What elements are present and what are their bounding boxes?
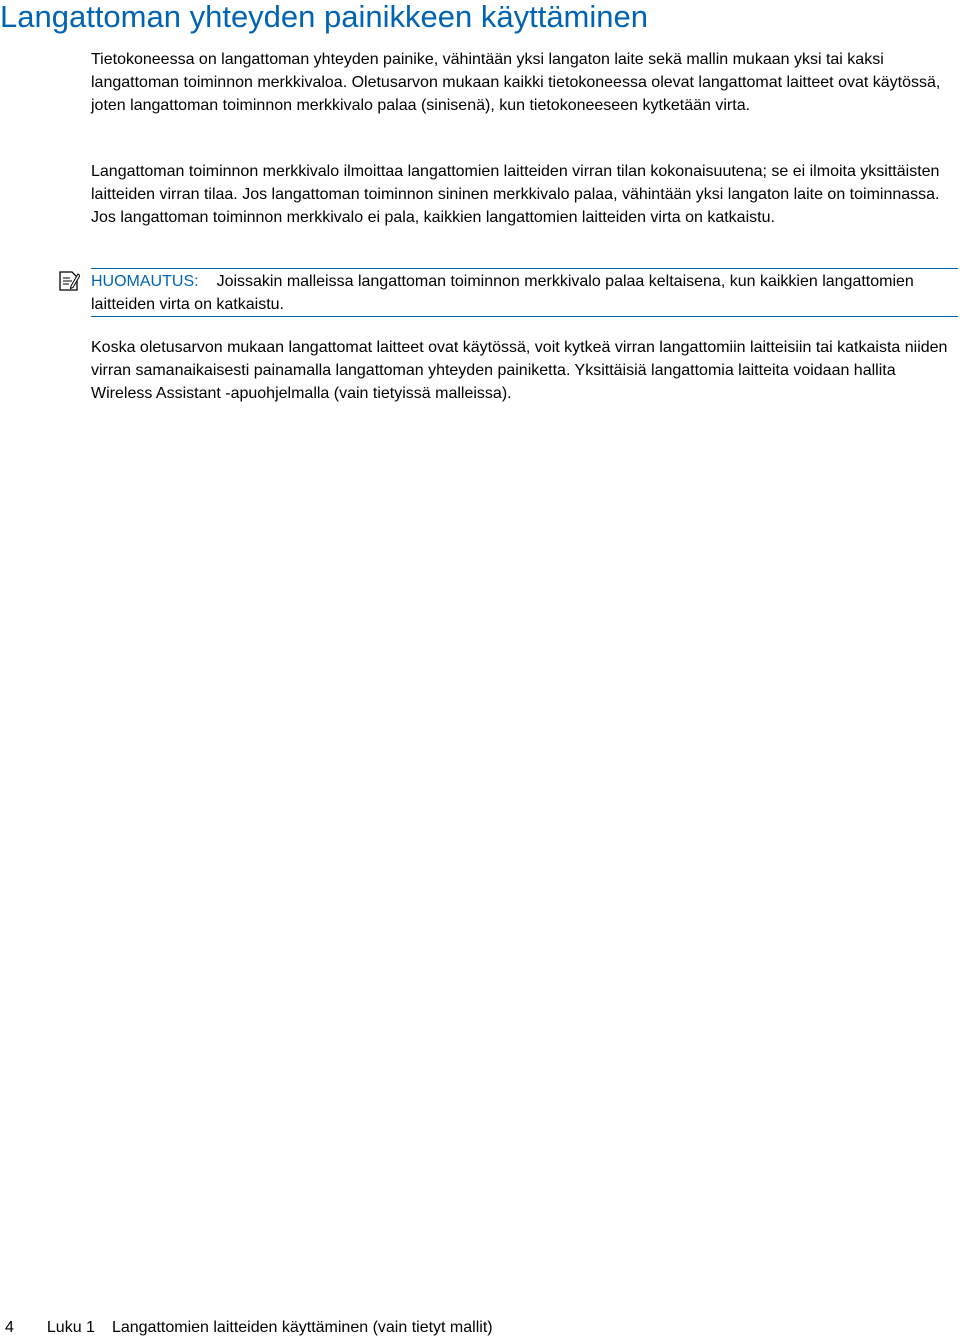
note-icon [58, 270, 80, 292]
note-body: Joissakin malleissa langattoman toiminnon merkkivalo palaa keltaisena, kun kaikkien langattomien laitteiden virta on katkaistu. [91, 273, 914, 313]
page-footer [0, 1318, 493, 1338]
body-paragraph-3: Koska oletusarvon mukaan langattomat laitteet ovat käytössä, voit kytkeä virran langattomiin laitteisiin tai katkaista niiden virran samanaikaisesti painamalla langattoman yhteyden painiketta. Yksittäisiä langattomia laitteita voidaan hallita Wireless Assistant -apuohjelmalla (vain tietyissä malleissa). [91, 339, 948, 402]
note-divider-bottom [91, 316, 958, 317]
body-paragraph-2: Langattoman toiminnon merkkivalo ilmoittaa langattomien laitteiden virran tilan kokonaisuutena; se ei ilmoita yksittäisten laitteiden virran tilaa. Jos langattoman toiminnon sininen merkkivalo palaa, vähintään yksi langaton laite on toiminnassa. Jos langattoman toiminnon merkkivalo ei pala, kaikkien langattomien laitteiden virta on katkaistu. [91, 163, 940, 226]
page-number: 4 [5, 1319, 14, 1336]
note-box [58, 268, 958, 318]
body-paragraph-1: Tietokoneessa on langattoman yhteyden painike, vähintään yksi langaton laite sekä mallin mukaan yksi tai kaksi langattoman toiminnon merkkivaloa. Oletusarvon mukaan kaikki tietokoneessa olevat langattomat laitteet ovat käytössä, joten langattoman toiminnon merkkivalo palaa (sinisenä), kun tietokoneeseen kytketään virta. [91, 51, 941, 114]
note-divider-top [91, 268, 958, 269]
chapter-title: Langattomien laitteiden käyttäminen (vain tietyt mallit) [111, 1319, 493, 1336]
note-text [91, 270, 957, 316]
chapter-label: Luku 1 [46, 1319, 95, 1336]
note-label: HUOMAUTUS: [91, 273, 199, 290]
page-title: Langattoman yhteyden painikkeen käyttäminen [0, 0, 648, 34]
